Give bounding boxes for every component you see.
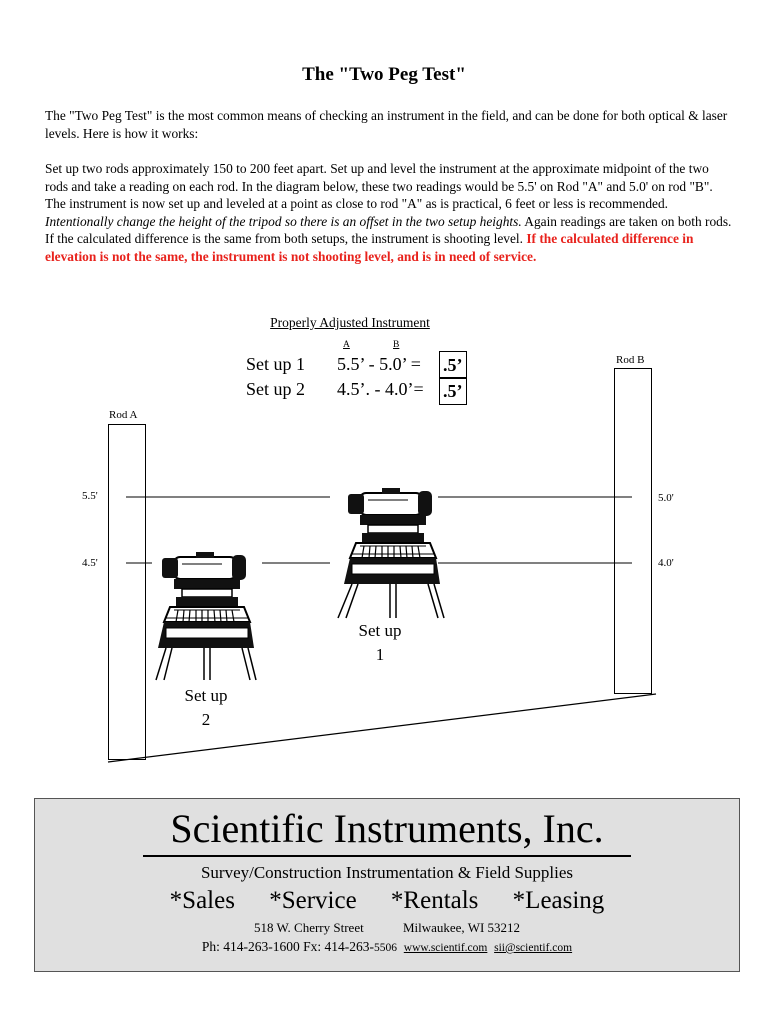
setup1-result: .5’ (439, 351, 467, 379)
instructions-text-2: Again readings are taken on both rods. If the calculated difference is the same from both setups, the instrument is shooting level. (45, 213, 732, 247)
address (35, 920, 739, 936)
service-leasing: *Leasing (512, 887, 605, 914)
service-rentals: *Rentals (390, 887, 479, 914)
diagram-title: Properly Adjusted Instrument (270, 315, 430, 330)
service-service: *Service (269, 887, 357, 914)
phone-fax: Ph: 414-263-1600 Fx: 414-263- (201, 939, 375, 954)
setup2-caption-line1: Set up (184, 686, 228, 705)
setup1-caption-line2: 1 (375, 645, 385, 664)
setup1-caption (340, 619, 420, 667)
contact-info (35, 939, 739, 955)
rod-b-low-reading: 4.0' (658, 557, 674, 569)
company-underline (143, 855, 631, 857)
setup2-equation: 4.5’. - 4.0’= (337, 379, 424, 399)
setup2-caption (166, 684, 246, 732)
city-address: Milwaukee, WI 53212 (402, 920, 521, 935)
setup2-label: Set up 2 (246, 379, 306, 399)
column-a-header: A (343, 340, 350, 350)
rod-b-high-reading: 5.0' (658, 492, 674, 504)
warning-text: If the calculated difference in elevation is not the same, the instrument is not shooting level, and is in need of service. (45, 231, 694, 264)
setup1-caption-line1: Set up (358, 621, 402, 640)
street-address: 518 W. Cherry Street (253, 920, 364, 935)
setup1-equation: 5.5’ - 5.0’ = (337, 354, 421, 374)
rod-a-label: Rod A (109, 409, 138, 421)
instructions-text-1: Set up two rods approximately 150 to 200 feet apart. Set up and level the instrument at the approximate midpoint of the two rods and take a reading on each rod. In the diagram below, these two readings would be 5.5' on Rod "A" and 5.0' on rod "B". The instrument is now set up and leveled at a point as close to rod "A" as is practical, 6 feet or less is recommended. (45, 161, 713, 212)
services-list (35, 887, 739, 915)
rod-a-low-reading: 4.5' (82, 557, 98, 569)
fax-ending: 5506 (374, 942, 398, 954)
intro-paragraph: The "Two Peg Test" is the most common means of checking an instrument in the field, and can be done for both optical & laser levels. Here is how it works: (45, 108, 728, 141)
setup2-caption-line2: 2 (201, 710, 211, 729)
rod-b-label: Rod B (616, 354, 645, 366)
instructions-italic: Intentionally change the height of the tripod so there is an offset in the two setup heights. (45, 213, 522, 229)
column-b-header: B (393, 340, 400, 350)
page-title: The "Two Peg Test" (302, 64, 466, 85)
company-name: Scientific Instruments, Inc. (170, 806, 604, 851)
setup1-label: Set up 1 (246, 354, 306, 374)
level-instrument-icon (338, 488, 444, 618)
email-link[interactable]: sii@scientif.com (494, 942, 573, 954)
company-tagline: Survey/Construction Instrumentation & Field Supplies (200, 863, 574, 882)
rod-a-high-reading: 5.5' (82, 490, 98, 502)
website-link[interactable]: www.scientif.com (403, 942, 488, 954)
company-banner (34, 798, 740, 972)
level-instrument-icon (156, 552, 256, 680)
service-sales: *Sales (169, 887, 235, 914)
setup2-result: .5’ (439, 377, 467, 405)
